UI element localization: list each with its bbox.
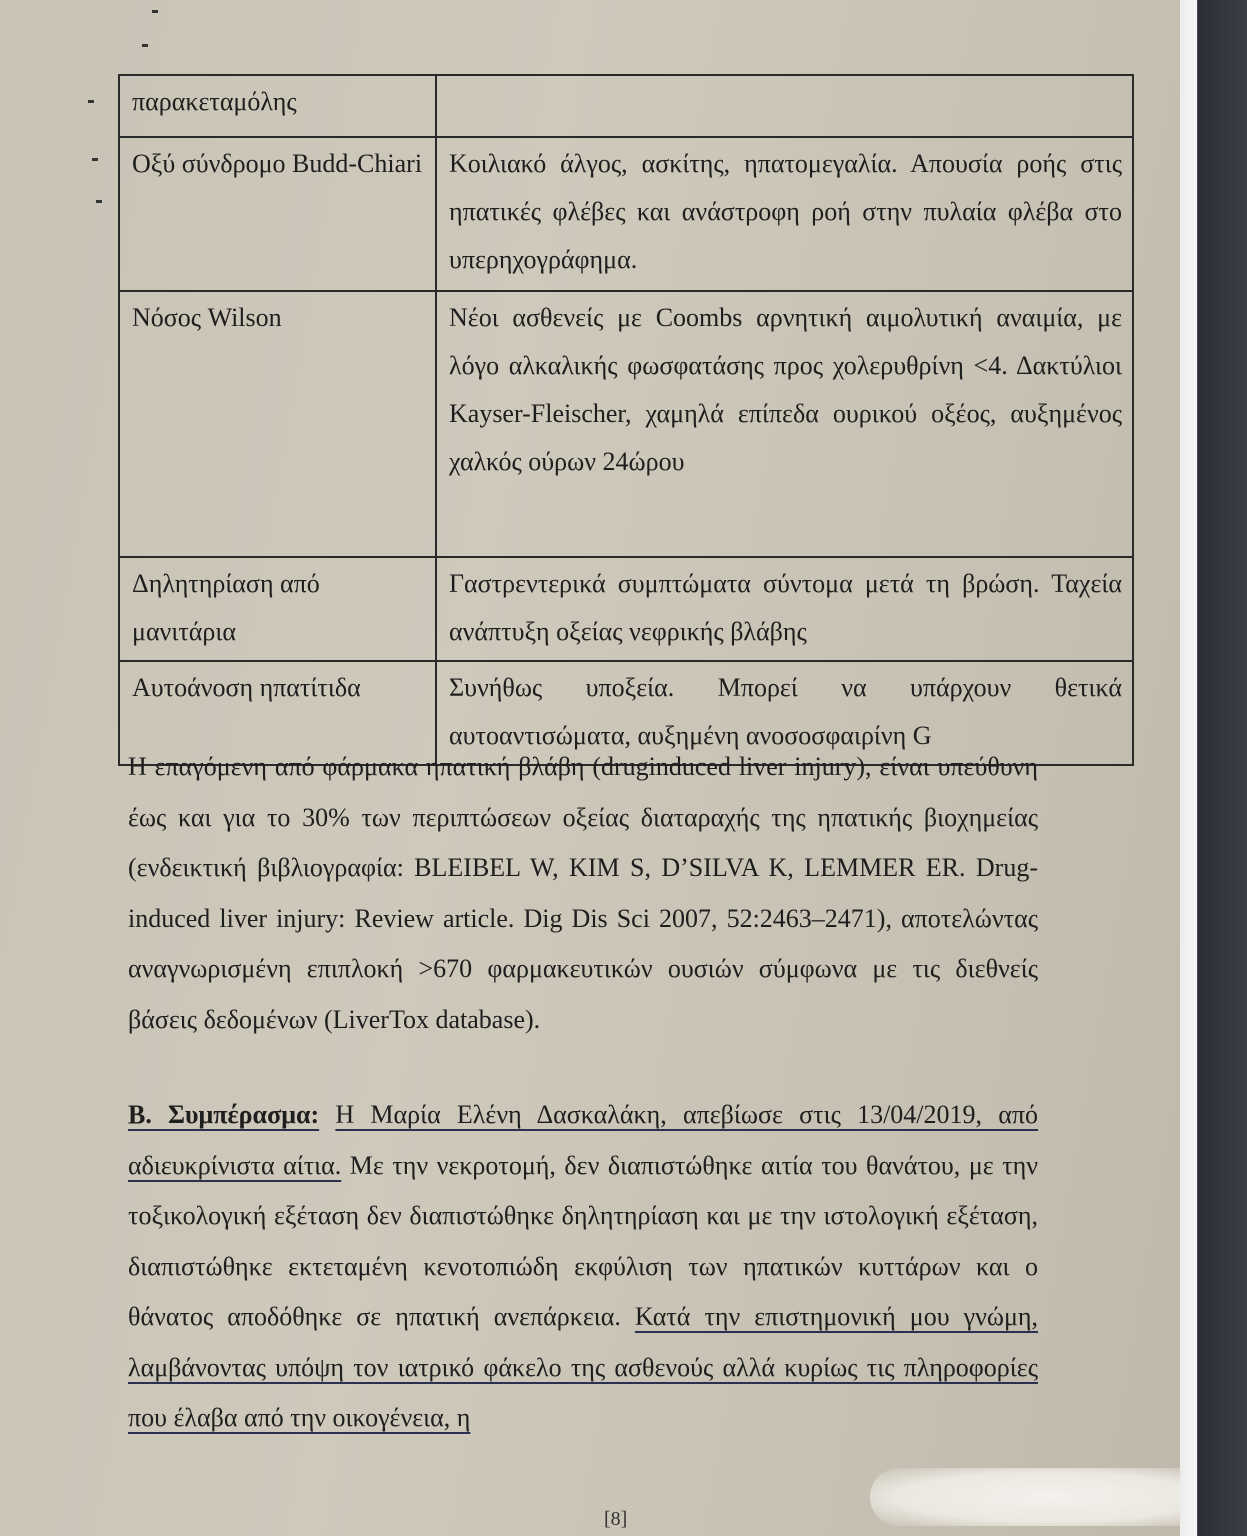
margin-mark bbox=[152, 10, 158, 13]
paragraph-drug-induced-injury: Η επαγόμενη από φάρμακα ηπατική βλάβη (druginduced liver injury), είναι υπεύθυνη έως και για το 30% των περιπτώσεων οξείας διαταραχής της ηπατικής βιοχημείας (ενδεικτική βιβλιογραφία: BLEIBEL W, KIM S, D’SILVA K, LEMMER ER. Drug-induced liver injury: Review article. Dig Dis Sci 2007, 52:2463–2471), αποτελώντας αναγνωρισμένη επιπλοκή >670 φαρμακευτικών ουσιών σύμφωνα με τις διεθνείς βάσεις δεδομένων (LiverTox database). bbox=[128, 752, 1038, 1034]
conclusion-underlined: Η Μαρία Ελένη Δασκαλάκη, απεβίωσε στις 13/04/2019, από αδιευκρίνιστα αίτια. bbox=[128, 1100, 1039, 1180]
description-cell: Συνήθως υποξεία. Μπορεί να υπάρχουν θετικά αυτοαντισώματα, αυξημένη ανοσοσφαιρίνη G bbox=[436, 661, 1133, 765]
table-row bbox=[119, 557, 1133, 661]
conclusion-body: Με την νεκροτομή, δεν διαπιστώθηκε αιτία του θανάτου, με την τοξικολογική εξέταση δεν διαπιστώθηκε δηλητηρίαση και με την ιστολογική εξέταση, διαπιστώθηκε εκτεταμένη κενοτοπιώδη εκφύλιση των ηπατικών κυττάρων και ο θάνατος αποδόθηκε σε ηπατική ανεπάρκεια. bbox=[128, 1150, 1038, 1331]
description-cell: Νέοι ασθενείς με Coombs αρνητική αιμολυτική αναιμία, με λόγο αλκαλικής φωσφατάσης προς χολερυθρίνη <4. Δακτύλιοι Kayser-Fleischer, χαμηλά επίπεδα ουρικού οξέος, αυξημένος χαλκός ούρων 24ώρου bbox=[436, 291, 1133, 557]
conclusion-heading: Β. Συμπέρασμα: bbox=[128, 1100, 320, 1129]
margin-mark bbox=[92, 158, 98, 161]
smudge-mark bbox=[870, 1468, 1230, 1526]
description-cell bbox=[436, 75, 1133, 137]
margin-mark bbox=[96, 200, 102, 203]
description-cell: Κοιλιακό άλγος, ασκίτης, ηπατομεγαλία. Απουσία ροής στις ηπατικές φλέβες και ανάστροφη ροή στην πυλαία φλέβα στο υπερηχογράφημα. bbox=[436, 137, 1133, 291]
margin-mark bbox=[88, 100, 94, 103]
conclusion-opinion: Κατά την επιστημονική μου γνώμη, λαμβάνοντας υπόψη τον ιατρικό φάκελο της ασθενούς αλλά κυρίως τις πληροφορίες που έλαβα από την οικογένεια, η bbox=[128, 1302, 1038, 1432]
condition-cell: Οξύ σύνδρομο Budd-Chiari bbox=[119, 137, 436, 291]
condition-cell: παρακεταμόλης bbox=[119, 75, 436, 137]
background-edge bbox=[1180, 0, 1247, 1536]
condition-cell: Αυτοάνοση ηπατίτιδα bbox=[119, 661, 436, 765]
description-cell: Γαστρεντερικά συμπτώματα σύντομα μετά τη βρώση. Ταχεία ανάπτυξη οξείας νεφρικής βλάβης bbox=[436, 557, 1133, 661]
condition-cell: Δηλητηρίαση από μανιτάρια bbox=[119, 557, 436, 661]
page-number: [8] bbox=[604, 1508, 628, 1530]
margin-mark bbox=[142, 44, 148, 47]
table-row bbox=[119, 75, 1133, 137]
conclusion-paragraph bbox=[128, 1090, 1038, 1444]
condition-cell: Νόσος Wilson bbox=[119, 291, 436, 557]
table-row bbox=[119, 291, 1133, 557]
diagnosis-table bbox=[118, 74, 1134, 766]
table-row bbox=[119, 137, 1133, 291]
